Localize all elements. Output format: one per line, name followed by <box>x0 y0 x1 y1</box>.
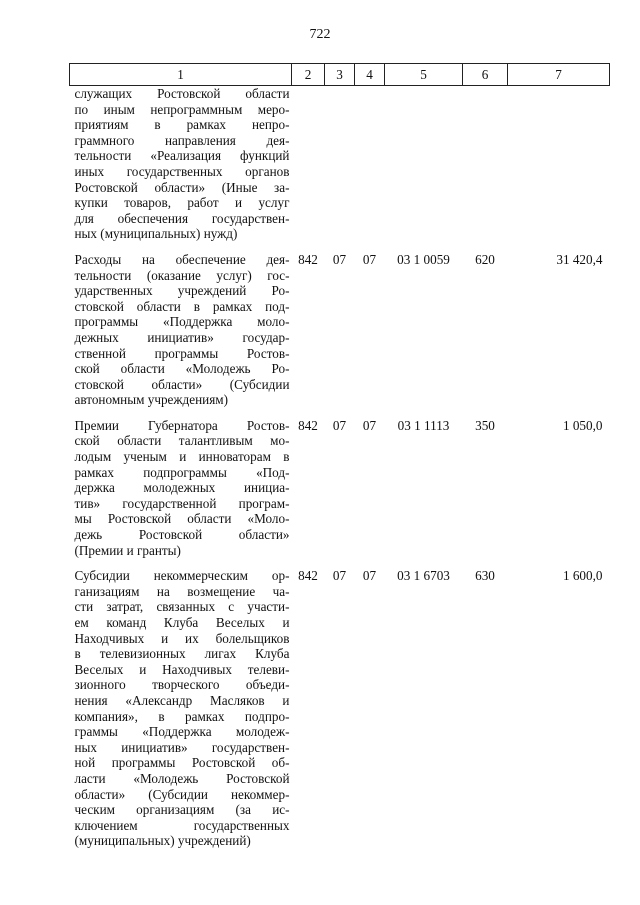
row-description <box>70 242 292 408</box>
description-line: тельности (оказание услуг) гос- <box>74 267 290 283</box>
description-line: рамках подпрограммы «Под- <box>74 464 290 480</box>
header-cell-3: 3 <box>325 64 355 86</box>
row-description <box>70 86 292 242</box>
description-line: области» (Субсидии некоммер- <box>74 786 290 802</box>
header-cell-2: 2 <box>292 64 325 86</box>
target-article-code: 03 1 0059 <box>397 251 450 267</box>
description-line: Расходы на обеспечение дея- <box>74 251 290 267</box>
description-line: стовской области» (Субсидии <box>74 376 290 392</box>
subsection-code <box>355 86 385 242</box>
description-line: Веселых и Находчивых телеви- <box>74 661 290 677</box>
description-line: нения «Александр Масляков и <box>74 692 290 708</box>
description-line: Ростовской области» (Иные за- <box>74 179 290 195</box>
expense-type-code: 630 <box>475 568 495 584</box>
description-line: ем команд Клуба Веселых и <box>74 615 290 630</box>
subsection-code: 07 <box>362 251 377 267</box>
table-row <box>70 86 610 242</box>
description-line: ственной программы Ростов- <box>74 345 290 361</box>
description-line: (муниципальных) учреждений) <box>74 833 251 849</box>
description-line: мы Ростовской области «Моло- <box>74 511 290 527</box>
description-line: дежных инициатив» государ- <box>74 329 290 345</box>
description-line: сти затрат, связанных с участи- <box>74 599 290 615</box>
ministry-code: 842 <box>298 251 318 267</box>
row-description <box>70 408 292 558</box>
target-article-code: 03 1 1113 <box>397 417 450 433</box>
description-line: ганизациям на возмещение ча- <box>74 583 290 599</box>
description-line: дежь Ростовской области» <box>74 527 290 543</box>
budget-table <box>69 63 610 849</box>
description-line: тив» государственной програм- <box>74 495 290 511</box>
row-description <box>70 558 292 849</box>
ministry-code <box>292 86 325 242</box>
expense-type-code: 620 <box>475 251 495 267</box>
description-line: ческим организациям (за ис- <box>74 802 290 818</box>
description-line: (Премии и гранты) <box>74 542 181 558</box>
description-line: ской области «Молодежь Ро- <box>74 361 290 377</box>
description-line: ных инициатив» государствен- <box>74 739 290 755</box>
description-line: ударственных учреждений Ро- <box>74 283 290 299</box>
header-row <box>70 64 610 86</box>
subsection-code: 07 <box>362 417 377 433</box>
target-article-code <box>385 86 463 242</box>
description-line: компания», в рамках подпро- <box>74 708 290 724</box>
description-line: Субсидии некоммерческим ор- <box>74 568 290 584</box>
description-line: граммного направления дея- <box>74 132 290 148</box>
description-line: ной программы Ростовской об- <box>74 755 290 771</box>
amount: 31 420,4 <box>556 251 603 267</box>
description-line: держка молодежных инициа- <box>74 480 290 496</box>
section-code: 07 <box>332 251 347 267</box>
header-cell-6: 6 <box>463 64 508 86</box>
description-line: Премии Губернатора Ростов- <box>74 417 290 433</box>
description-line: служащих Ростовской области <box>74 86 290 101</box>
description-line: ключением государственных <box>74 817 290 833</box>
page-number: 722 <box>309 27 331 42</box>
target-article-code: 03 1 6703 <box>397 568 450 584</box>
description-line: иных государственных органов <box>74 163 290 179</box>
expense-type-code: 350 <box>475 417 495 433</box>
amount <box>508 86 610 242</box>
description-line: стовской области в рамках под- <box>74 298 290 314</box>
amount: 1 050,0 <box>562 417 603 433</box>
ministry-code: 842 <box>298 417 318 433</box>
description-line: ской области талантливым мо- <box>74 433 290 449</box>
table-row <box>70 408 610 558</box>
table-row <box>70 558 610 849</box>
description-line: программы «Поддержка моло- <box>74 314 290 330</box>
description-line: по иным непрограммным меро- <box>74 101 290 117</box>
subsection-code: 07 <box>362 568 377 584</box>
header-cell-1: 1 <box>70 64 292 86</box>
description-line: зионного творческого объеди- <box>74 677 290 693</box>
header-cell-4: 4 <box>355 64 385 86</box>
description-line: приятиям в рамках непро- <box>74 117 290 133</box>
header-cell-5: 5 <box>385 64 463 86</box>
description-line: купки товаров, работ и услуг <box>74 195 290 211</box>
section-code: 07 <box>332 417 347 433</box>
description-line: ных (муниципальных) нужд) <box>74 226 238 242</box>
section-code <box>325 86 355 242</box>
table-row <box>70 242 610 408</box>
description-line: Находчивых и их болельщиков <box>74 630 290 646</box>
amount: 1 600,0 <box>562 568 603 584</box>
description-line: граммы «Поддержка молодеж- <box>74 724 290 740</box>
description-line: для обеспечения государствен- <box>74 210 290 226</box>
description-line: лодым ученым и инноваторам в <box>74 449 290 465</box>
ministry-code: 842 <box>298 568 318 584</box>
section-code: 07 <box>332 568 347 584</box>
description-line: в телевизионных лигах Клуба <box>74 646 290 662</box>
description-line: ласти «Молодежь Ростовской <box>74 770 290 786</box>
expense-type-code <box>463 86 508 242</box>
header-cell-7: 7 <box>508 64 610 86</box>
description-line: тельности «Реализация функций <box>74 148 290 164</box>
description-line: автономным учреждениям) <box>74 392 229 408</box>
